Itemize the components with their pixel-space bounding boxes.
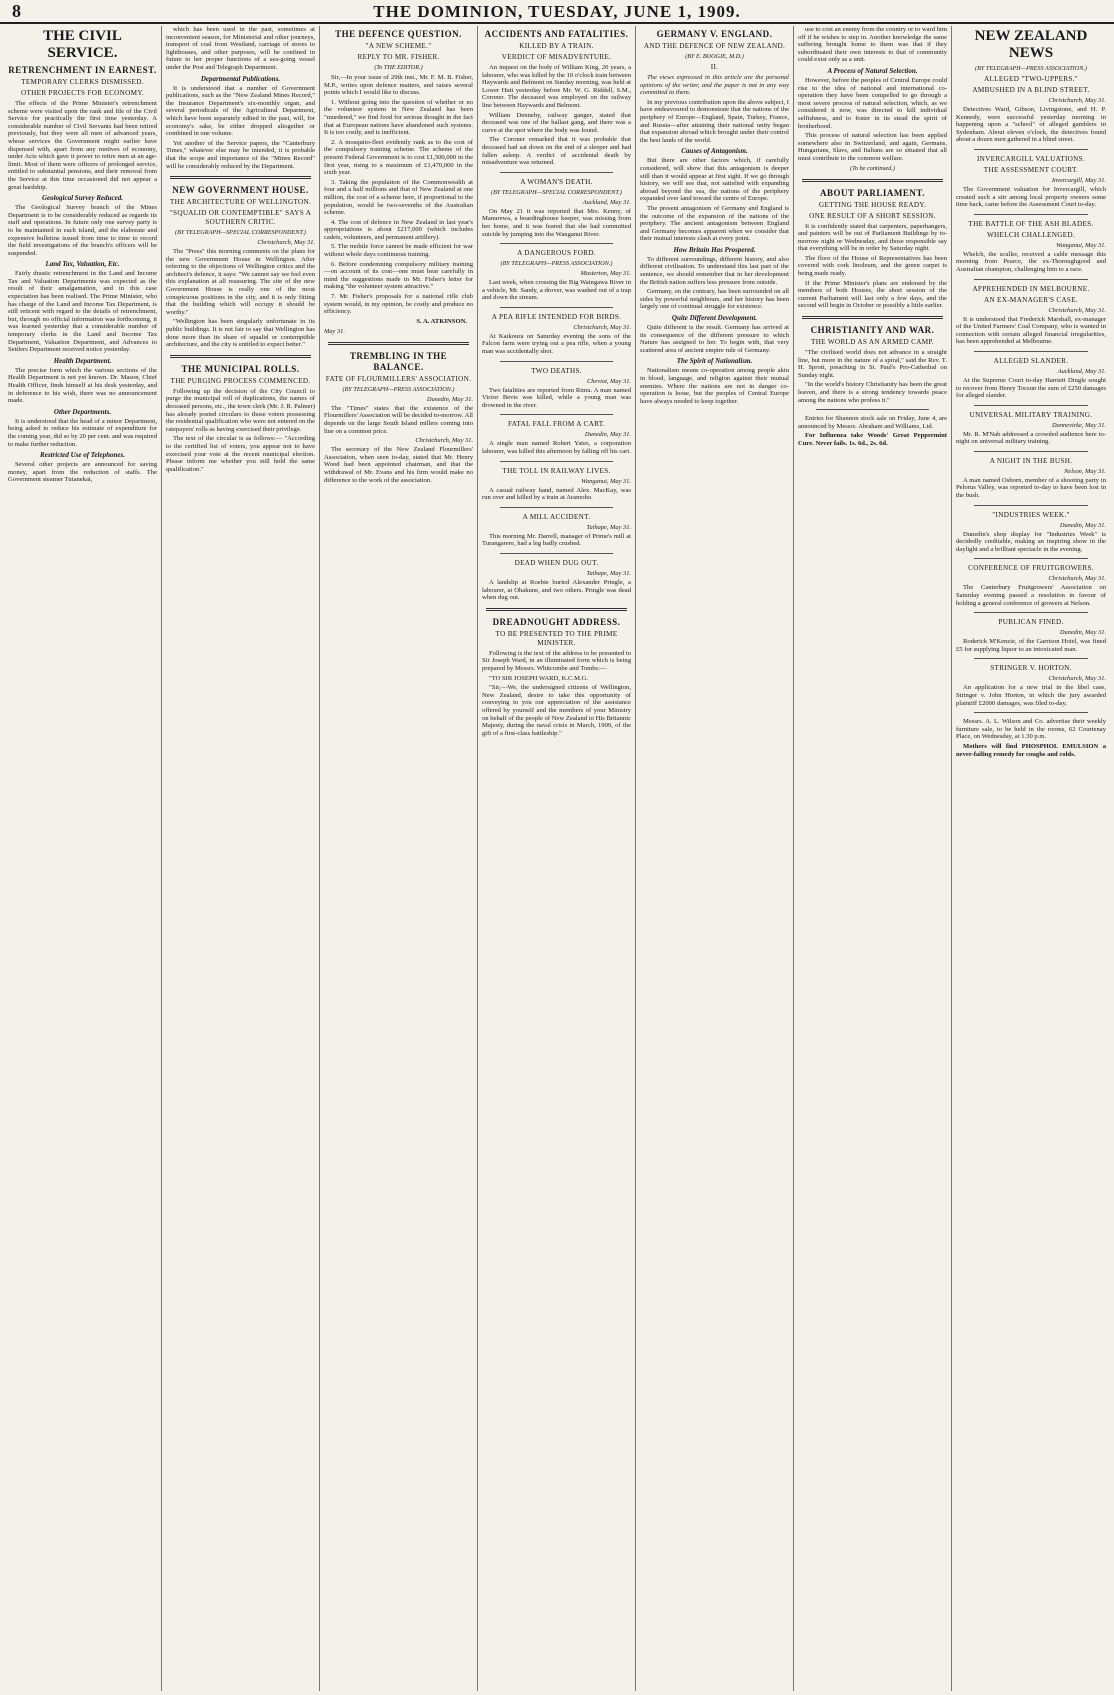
paragraph: "TO SIR JOSEPH WARD, K.C.M.G. bbox=[489, 674, 588, 682]
side-heading: Other Departments. bbox=[53, 407, 112, 416]
dateline: Christchurch, May 31. bbox=[1048, 575, 1106, 583]
paragraph: use to cost an enemy from the country or to ward him off if he wishes to step in. Another knowledge the same suffering brought home to them was that if they subordinated their own interests to that of community could exist only as a unit. bbox=[798, 26, 947, 64]
dateline: Taihape, May 31. bbox=[586, 570, 631, 577]
paragraph: A landslip at Roebie buried Alexander Pringle, a labourer, at Ohakune, and two others. Pringle was dead when dug out. bbox=[482, 579, 631, 602]
paragraph: It is confidently stated that carpenters, paperhangers, and painters will be out of Parliament Buildings by to-morrow night or Wednesday, and those responsible say that everything will be in order by Saturday night. bbox=[798, 222, 947, 253]
divider bbox=[802, 316, 943, 319]
dateline: Dunedin, May 31. bbox=[1059, 629, 1106, 637]
credit-line: (BY TELEGRAPH—SPECIAL CORRESPONDENT.) bbox=[175, 229, 306, 237]
column-4 bbox=[478, 26, 636, 1691]
deck: AN EX-MANAGER'S CASE. bbox=[983, 295, 1079, 304]
dateline: Cheviot, May 31. bbox=[586, 377, 631, 385]
paragraph: At Kaikoura on Saturday evening the sons of the Falcon farm were trying out a pea rifle, when a young man was accidentally shot. bbox=[482, 332, 631, 356]
divider bbox=[500, 243, 613, 244]
paragraph: Whelch, the sculler, received a cable message this morning from Pearce, the ex-Thoroughgood and Australian champion, challenging him to a race. bbox=[956, 250, 1106, 273]
divider bbox=[974, 558, 1088, 559]
paragraph: To different surroundings, different history, and also different civilisation. To understand this last part of the sentence, we should remember that in her development the British nation suffers less pressure from outside. bbox=[640, 255, 789, 286]
paragraph: Germany, on the contrary, has been surrounded on all sides by powerful neighbours, and her history has been largely one of continual struggle for existence. bbox=[640, 288, 789, 311]
deck: WHELCH CHALLENGED. bbox=[986, 230, 1076, 239]
column-3 bbox=[320, 26, 478, 1691]
paragraph: 3. Taking the population of the Commonwealth at four and a half millions and that of New Zealand at one million, the cost of a scheme here, if proportional to the population, would be two-sevenths of the Australian scheme. bbox=[324, 178, 473, 217]
divider bbox=[500, 361, 613, 362]
deck: RETRENCHMENT IN EARNEST. bbox=[8, 65, 157, 75]
paragraph: It is understood that Frederick Marshall, ex-manager of the United Farmers' Coal Company, who is wanted in connection with certain alleged financial irregularities, has been apprehended at Melbourne. bbox=[956, 315, 1106, 346]
side-heading: Causes of Antagonism. bbox=[681, 147, 748, 156]
paragraph: Nationalism means co-operation among people akin in blood, language, and religion against their mutual enemies. Where the nations are not in danger co-operation is loose, but the peoples of Central Europe have always needed to keep together. bbox=[640, 367, 789, 405]
side-heading: How Britain Has Prospered. bbox=[673, 245, 756, 254]
paragraph: Detectives Ward, Gibson, Livingstone, and H. P. Kennedy, were successful yesterday morning in happening upon a "school" of alleged gamblers in Sydenham. About eleven o'clock, the detectives found about a dozen men gathered in a blind street. bbox=[956, 106, 1106, 144]
paragraph: This process of natural selection has been applied somewhere also in Switzerland, and again, Germans, Hungarians, Slavs, and Italians are so situated that all must contribute to the common welfare. bbox=[798, 132, 947, 162]
credit-line: (BY TELEGRAPH—SPECIAL CORRESPONDENT.) bbox=[491, 188, 622, 196]
dateline: Christchurch, May 31. bbox=[1048, 306, 1106, 314]
paragraph: The views expressed in this article are the personal opinions of the writer, and the paper is not in any way committed to them. bbox=[640, 74, 789, 97]
headline-civil-service: THE CIVIL SERVICE. bbox=[43, 28, 122, 61]
divider bbox=[500, 461, 613, 462]
paragraph: The Government valuation for Invercargill, which created such a stir among local property owners some time back, came before the Assessment Court to-day. bbox=[956, 185, 1106, 209]
subhead: APPREHENDED IN MELBOURNE. bbox=[972, 284, 1090, 293]
deck: THE ASSESSMENT COURT. bbox=[983, 165, 1079, 174]
subhead: INVERCARGILL VALUATIONS. bbox=[976, 154, 1086, 163]
dateline: Christchurch, May 31. bbox=[573, 323, 631, 331]
deck: REPLY TO MR. FISHER. bbox=[357, 53, 440, 61]
subhead: UNIVERSAL MILITARY TRAINING. bbox=[969, 410, 1093, 419]
headline-trembling-balance: TREMBLING IN THE BALANCE. bbox=[349, 350, 448, 372]
divider bbox=[974, 505, 1088, 506]
paragraph: A casual railway hand, named Alex. MacKay, was run over and killed by a train at Aramoho. bbox=[482, 486, 631, 502]
paragraph: Quite different is the result. Germany has arrived at its consequence of the different pressure to which Nature has assigned to her. To begin with, that very scattered area of ancient empire rule of Germany. bbox=[640, 324, 789, 354]
deck: TO BE PRESENTED TO THE PRIME MINISTER. bbox=[495, 629, 618, 647]
masthead bbox=[0, 0, 1114, 24]
dateline: Taihape, May 31. bbox=[586, 523, 631, 531]
subhead: "INDUSTRIES WEEK." bbox=[992, 510, 1070, 519]
divider bbox=[486, 608, 627, 611]
paragraph: Several other projects are announced for saving money, apart from the reduction of staffs. The Government steamer Tutanekai, bbox=[8, 461, 157, 484]
deck: THE PURGING PROCESS COMMENCED. bbox=[170, 376, 311, 385]
divider bbox=[170, 355, 311, 358]
dateline: Nelson, May 31. bbox=[1064, 467, 1106, 475]
column-5 bbox=[636, 26, 794, 1691]
notice: Entries for Shannon stock sale on Friday, June 4, are announced by Messrs. Abraham and Williams, Ltd. bbox=[798, 415, 947, 430]
paragraph: On May 21 it was reported that Mrs. Kenny, of Manurewa, a boardinghouse keeper, was missing from her home, and it was feared that she had committed suicide by jumping into the Wanganui River. bbox=[482, 207, 631, 238]
column-7 bbox=[952, 26, 1110, 1691]
column-1 bbox=[4, 26, 162, 1691]
paragraph: "Wellington has been singularly unfortunate in its public buildings. It is not fair to say that Wellington has done more than its share of squalid or contemptible architecture, and the city is entitled to expect better." bbox=[166, 318, 315, 349]
paragraph: The "Press" this morning comments on the plans for the new Government House in Wellington. After referring to the objections of Wellington critics and the architect's defence, it says: "We cannot say we feel even this explanation at all reassuring. The site of the new Government House is really one of the most conspicuous positions in the city, and it is only fitting that the building which will occupy it should be worthy." bbox=[166, 248, 315, 316]
side-heading: Geological Survey Reduced. bbox=[41, 194, 124, 203]
headline-germany-england: GERMANY V. ENGLAND. bbox=[656, 29, 773, 39]
divider bbox=[500, 414, 613, 415]
paragraph: 4. The cost of defence in New Zealand in last year's appropriations is about £217,000 (which includes cadets, volunteers, and permanent artillery). bbox=[324, 218, 473, 241]
subhead: STRINGER V. HORTON. bbox=[990, 664, 1072, 673]
subhead: A PEA RIFLE INTENDED FOR BIRDS. bbox=[491, 312, 622, 321]
side-heading: Departmental Publications. bbox=[200, 74, 281, 83]
deck: GETTING THE HOUSE READY. bbox=[818, 200, 927, 209]
paragraph: 6. Before condemning compulsory military training—on account of its cost—one must bear carefully in mind the suggestions made in Mr. Fisher's letter for making "the volunteer system attractive." bbox=[324, 260, 473, 291]
subhead: CONFERENCE OF FRUITGROWERS. bbox=[968, 564, 1094, 573]
paragraph: The text of the circular is as follows:— "According to the certified list of voters, you appear not to have exercised your vote at the recent municipal election. Please inform me whether you still hold the same qualification." bbox=[166, 435, 315, 473]
subhead: A DANGEROUS FORD. bbox=[517, 249, 596, 258]
subhead: ALLEGED SLANDER. bbox=[993, 356, 1069, 365]
divider bbox=[802, 179, 943, 182]
advertisement: For Influenza take Woods' Great Peppermint Cure. Never fails. 1s. 6d., 2s. 6d. bbox=[798, 432, 947, 447]
subhead: THE TOLL IN RAILWAY LIVES. bbox=[502, 466, 611, 475]
paragraph: It is understood that the head of a minor Department, being asked to reduce his estimate of expenditure for the coming year, did so by 20 per cent. and was required to make further reduction. bbox=[8, 417, 157, 448]
subhead: FATAL FALL FROM A CART. bbox=[507, 420, 605, 429]
paragraph: A man named Osborn, member of a shooting party in Pelorus Valley, was reported to-day to have been lost in the bush. bbox=[956, 476, 1106, 500]
credit-line: (BY TELEGRAPH—PRESS ASSOCIATION.) bbox=[342, 385, 455, 393]
deck: AMBUSHED IN A BLIND STREET. bbox=[972, 86, 1090, 94]
deck: FATE OF FLOURMILLERS' ASSOCIATION. bbox=[325, 374, 472, 383]
paragraph: The effects of the Prime Minister's retrenchment scheme were visited upon the rank and file of the Civil Service for practically the first time yesterday. A considerable number of Civil Servants had been retired previously, but they were all men of advanced years, whose services the Government might earlier have dispensed with, apart from any motives of economy, under Acts which gave it power to retire men at an age-limit. Most of them were officers of prolonged service, entitled to substantial pensions, and their removal from the Service at this time occasioned did not appear a great hardship. bbox=[8, 100, 157, 191]
subhead: DEAD WHEN DUG OUT. bbox=[514, 559, 599, 567]
subhead: A MILL ACCIDENT. bbox=[522, 512, 591, 521]
paragraph: 7. Mr. Fisher's proposals for a national rifle club system would, in my opinion, be costly and produce no efficiency. bbox=[324, 293, 473, 316]
byline: (BY E. BOOGIE, M.D.) bbox=[685, 53, 744, 60]
subhead: A NIGHT IN THE BUSH. bbox=[989, 456, 1073, 465]
subhead: THE BATTLE OF THE ASH BLADES. bbox=[968, 219, 1094, 228]
page-number: 8 bbox=[12, 1, 21, 21]
divider bbox=[974, 214, 1088, 215]
headline-dreadnought-address: DREADNOUGHT ADDRESS. bbox=[492, 616, 621, 627]
subhead: A WOMAN'S DEATH. bbox=[520, 177, 593, 186]
divider bbox=[974, 279, 1088, 280]
paragraph: In my previous contribution upon the above subject, I have endeavoured to demonstrate that the nations of the periphery of Europe—England, Spain, Turkey, France, and Russia—after attaining their national unity began that expansion abroad which brought under their control the best lands of the world. bbox=[640, 98, 789, 144]
side-heading: Restricted Use of Telephones. bbox=[40, 451, 125, 460]
divider bbox=[500, 507, 613, 508]
dateline: Christchurch, May 31. bbox=[415, 437, 473, 445]
deck: THE ARCHITECTURE OF WELLINGTON. bbox=[169, 198, 312, 207]
paragraph: 5. The mobile force cannot be made efficient for war without whole days continuous training. bbox=[324, 243, 473, 259]
column-2 bbox=[162, 26, 320, 1691]
divider bbox=[974, 612, 1088, 613]
paragraph: The "Times" states that the existence of the Flourmillers' Association will be decided to-morrow. All depends on the large South Island millers coming into line on a common price. bbox=[324, 404, 473, 435]
paragraph: The Geological Survey branch of the Mines Department is to be considerably reduced as regards its staff and operations. In future only one survey party is to be maintained in each island, and the elaborate and expensive bulletins issued from time to time to record the field investigations of the branch's officers will be suspended. bbox=[8, 204, 157, 257]
signature: S. A. ATKINSON. bbox=[416, 317, 467, 325]
side-heading: A Process of Natural Selection. bbox=[827, 66, 918, 75]
paragraph: The secretary of the New Zealand Flourmillers' Association, when seen to-day, stated that Mr. Henry Wood had been appointed chairman, and that the withdrawal of Mr. Evans and his firm would make no difference to the work of the association. bbox=[324, 446, 473, 484]
divider bbox=[974, 658, 1088, 659]
paragraph: "Sir,—We, the undersigned citizens of Wellington, New Zealand, desire to take this opportunity of conveying to you our appreciation of the assistance offered by yourself and the members of your Ministry on behalf of the people of New Zealand to His Britannic Majesty, during the naval crisis in March, 1909, of the gift of a first-class battleship." bbox=[482, 684, 631, 737]
paragraph: At the Supreme Court to-day Harriett Dingle sought to recover from Henry Tocsun the sum of £250 damages for alleged slander. bbox=[956, 376, 1106, 400]
paragraph: 1. Without going into the question of whether or no the volunteer system in New Zealand has been "murdered," we find food for serious thought in the fact that at European nations have abandoned such systems. It is too costly, and is inefficient. bbox=[324, 98, 473, 137]
masthead-title: THE DOMINION, TUESDAY, JUNE 1, 1909. bbox=[373, 2, 741, 21]
dateline: Masterton, May 31. bbox=[580, 270, 631, 278]
deck: AND THE DEFENCE OF NEW ZEALAND. bbox=[643, 42, 786, 50]
divider bbox=[974, 351, 1088, 352]
divider bbox=[500, 553, 613, 554]
paragraph: "The civilised world does not advance in a straight line, but more in the nature of a spiral," said the Rev. T. H. Sprott, preaching in St. Paul's Pro-Cathedral on Sunday night. bbox=[798, 349, 947, 379]
columns bbox=[4, 26, 1110, 1691]
subhead: ALLEGED "TWO-UPPERS." bbox=[983, 75, 1079, 83]
dateline: Christchurch, May 31. bbox=[257, 239, 315, 247]
divider bbox=[328, 342, 469, 345]
dateline: Wanganui, May 31. bbox=[1056, 241, 1106, 249]
deck: OTHER PROJECTS FOR ECONOMY. bbox=[21, 89, 144, 97]
divider bbox=[170, 176, 311, 179]
deck: "SQUALID OR CONTEMPTIBLE" SAYS A SOUTHERN CRITIC. bbox=[169, 209, 312, 227]
paragraph: An inquest on the body of William King, 20 years, a labourer, who was killed by the 10 o'clock train between Haywards and Belmont on Sunday morning, was held at Lower Hutt yesterday before Mr. W. G. Riddell, S.M., Coroner. The deceased was employed on the railway line between Haywards and Belmont. bbox=[482, 64, 631, 109]
divider bbox=[974, 712, 1088, 713]
paragraph: It is understood that a number of Government publications, such as the "New Zealand Mines Record," the Insurance Department's six-monthly organ, and several periodicals of the Agricultural Department, which have been separately edited in the past, will, for economy's sake, be either dropped altogether or combined in one volume. bbox=[166, 84, 315, 138]
credit-line: (BY TELEGRAPH—PRESS ASSOCIATION.) bbox=[500, 260, 613, 268]
continued-note: (To be continued.) bbox=[850, 164, 895, 172]
paragraph: However, before the peoples of Central Europe could rise to the idea of national and international co-operation they have been compelled to go through a most severe process of natural selection, which, as we considered it now, was directed to kill individual selfishness, and to foster in its stead the spirit of brotherhood. bbox=[798, 76, 947, 130]
headline-christianity-war: CHRISTIANITY AND WAR. bbox=[810, 325, 935, 336]
column-6 bbox=[794, 26, 952, 1691]
headline-accidents: ACCIDENTS AND FATALITIES. bbox=[484, 29, 629, 39]
paragraph: The precise form which the various sections of the Health Department is not yet known. Dr. Mason, Chief Health Officer, finds himself at his desk yesterday, and in deference to his wish, there was no announcement made. bbox=[8, 366, 157, 405]
paragraph: Last week, when crossing the Big Waingawa River in a vehicle, Mr. Sandy, a drover, was washed out of a trap and down the stream. bbox=[482, 279, 631, 302]
paragraph: Following up the decision of the City Council to purge the municipal roll of duplications, the names of deceased persons, etc., the town clerk (Mr. J. R. Palmer) has already posted circulars to those voters possessing the residential qualification who were not entered on the ratepayers' rolls as having exercised their privilege. bbox=[166, 387, 315, 433]
paragraph: An application for a new trial in the libel case, Stringer v. John Horton, in which the jury awarded plaintiff £2000 damages, was filed to-day. bbox=[956, 684, 1106, 707]
paragraph: William Dennehy, railway ganger, stated that deceased was one of the ballast gang, and there was a curve at the spot where the body was found. bbox=[482, 111, 631, 134]
notice: Messrs. A. L. Wilson and Co. advertise their weekly furniture sale, to be held in the rooms, 62 Courtenay Place, on Wednesday, at 1.30 p.m. bbox=[956, 718, 1106, 741]
paragraph: A single man named Robert Yates, a corporation labourer, was killed this afternoon by falling off his cart. bbox=[482, 440, 631, 456]
side-heading: Health Department. bbox=[53, 356, 112, 365]
divider bbox=[500, 307, 613, 308]
divider bbox=[500, 172, 613, 173]
letter-date: May 31. bbox=[324, 327, 345, 335]
credit-line: (BY TELEGRAPH—PRESS ASSOCIATION.) bbox=[975, 65, 1087, 72]
side-heading: The Spirit of Nationalism. bbox=[676, 357, 753, 366]
deck: ONE RESULT OF A SHORT SESSION. bbox=[809, 211, 936, 220]
dateline: Wanganui, May 31. bbox=[581, 477, 631, 485]
advertisement: Mothers will find PHOSPHOL EMULSION a never-failing remedy for coughs and colds. bbox=[956, 742, 1106, 758]
divider bbox=[974, 149, 1088, 150]
paragraph: If the Prime Minister's plans are endorsed by the members of both Houses, the short session of the current Parliament will last only a few days, and the second will begin in October or possibly a little earlier. bbox=[798, 279, 947, 310]
dateline: Christchurch, May 31. bbox=[1048, 675, 1106, 683]
paragraph: The Coroner remarked that it was probable that deceased had sat down on the end of a sleeper and had fallen asleep. A verdict of accidental death by misadventure was returned. bbox=[482, 136, 631, 167]
deck: TEMPORARY CLERKS DISMISSED. bbox=[21, 78, 144, 86]
deck: VERDICT OF MISADVENTURE. bbox=[501, 53, 612, 61]
dateline: Christchurch, May 31. bbox=[1048, 97, 1106, 104]
dateline: Auckland, May 31. bbox=[1057, 367, 1106, 375]
paragraph: This morning Mr. Darrell, manager of Prime's mill at Turangarere, had a leg badly crushed. bbox=[482, 532, 631, 548]
divider bbox=[974, 405, 1088, 406]
paragraph: 2. A mosquito-fleet evidently rank as to the cost of the compulsory training scheme. The scheme of the present Federal Government is to cost £1,500,000 in the first year, rising to a maximum of £1,470,000 in the sixth year. bbox=[324, 138, 473, 177]
dateline: Invercargill, May 31. bbox=[1051, 176, 1106, 184]
dateline: Dannevirke, May 31. bbox=[1052, 421, 1106, 429]
divider bbox=[974, 451, 1088, 452]
paragraph: But there are other factors which, if carefully considered, will show that this antagonism is deeper still than it would appear at first sight. If we go through history, we will see that, not satisfied with expanding abroad beyond the sea, the nations of the periphery expanded over land toward the centre of Europe. bbox=[640, 157, 789, 203]
headline-government-house: NEW GOVERNMENT HOUSE. bbox=[172, 185, 309, 196]
deck: KILLED BY A TRAIN. bbox=[519, 42, 594, 50]
headline-about-parliament: ABOUT PARLIAMENT. bbox=[819, 187, 925, 198]
side-heading: Land Tax, Valuation, Etc. bbox=[45, 260, 120, 269]
paragraph: Two fatalities are reported from Rimu. A man named Victor Bevis was killed, while a young man was drowned in the river. bbox=[482, 386, 631, 409]
headline-nz-news: NEW ZEALAND NEWS bbox=[974, 28, 1088, 61]
paragraph: Sir,—In your issue of 29th inst., Mr. F. M. B. Fisher, M.P., writes upon defence matters, and raises several points which I would like to discuss. bbox=[324, 74, 473, 97]
headline-municipal-rolls: THE MUNICIPAL ROLLS. bbox=[181, 363, 300, 374]
dateline: Auckland, May 31. bbox=[582, 198, 631, 206]
paragraph: Mr. R. M'Nab addressed a crowded audience here to-night on universal military training. bbox=[956, 430, 1106, 446]
paragraph: Dunedin's shop display for "Industries Week" is decidedly creditable, making an inspiring show in the daylight and a brilliant spectacle in the evening. bbox=[956, 530, 1106, 553]
paragraph: Fairly drastic retrenchment in the Land and Income Tax and Valuation Departments was expected as the result of their amalgamation, and in this case expectation has been realised. The Prime Minister, who has charge of the Land and Income Tax Department, is still reticent with regard to the details of retrenchment, but, through no official information was forthcoming, it was learned yesterday that a considerable number of temporary clerks in the Land and Income Tax Department, Valuation Department, and Advances to Settlers Department received notice yesterday. bbox=[8, 270, 157, 354]
subhead: TWO DEATHS. bbox=[531, 366, 582, 375]
divider bbox=[816, 409, 929, 410]
dateline: Dunedin, May 31. bbox=[426, 395, 473, 403]
dateline: Dunedin, May 31. bbox=[1059, 521, 1106, 529]
paragraph: which has been used in the past, sometimes at inconvenient season, for Ministerial and other journeys, transport of coal from Westland, carriage of stores to lighthouses, and other purposes, will be confined in future to her proper functions of a sea-going vessel under the Post and Telegraph Department. bbox=[166, 26, 315, 71]
deck: THE WORLD AS AN ARMED CAMP. bbox=[811, 338, 934, 347]
headline-defence-question: THE DEFENCE QUESTION. bbox=[335, 29, 462, 39]
deck: "A NEW SCHEME." bbox=[365, 42, 432, 50]
paragraph: "In the world's history Christianity has been the great leaven, and there is a strong tendency towards peace among the nations who profess it." bbox=[798, 381, 947, 404]
side-heading: Quite Different Development. bbox=[671, 314, 758, 323]
paragraph: Yet another of the Service papers, the "Canterbury Times," whatever else may be intended, it is probable that the scope and importance of the "Mines Record" will be considerably reduced by the Department. bbox=[166, 139, 315, 170]
paragraph: The floor of the House of Representatives has been covered with cork linoleum, and the green carpet is being made ready. bbox=[798, 254, 947, 278]
dateline: Dunedin, May 31. bbox=[584, 431, 631, 439]
paragraph: The Canterbury Fruitgrowers' Association on Saturday evening passed a resolution in favour of holding a general conference of growers at Nelson. bbox=[956, 584, 1106, 607]
paragraph: Following is the text of the address to be presented to Sir Joseph Ward, in an illuminated form which is being prepared by Messrs. Whitcombe and Tombs:— bbox=[482, 649, 631, 672]
part-number: II. bbox=[710, 63, 719, 71]
paragraph: Roderick M'Kenzie, of the Garrison Hotel, was fined £5 for supplying liquor to an intoxicated man. bbox=[956, 638, 1106, 653]
subhead: PUBLICAN FINED. bbox=[998, 618, 1064, 627]
to-editor: (To THE EDITOR.) bbox=[374, 64, 423, 71]
paragraph: The present antagonism of Germany and England is the outcome of the expansion of the nations of the periphery. The ancient antagonism between England and Germany becomes apparent when we consider that their mutual interests clash at every point. bbox=[640, 204, 789, 243]
